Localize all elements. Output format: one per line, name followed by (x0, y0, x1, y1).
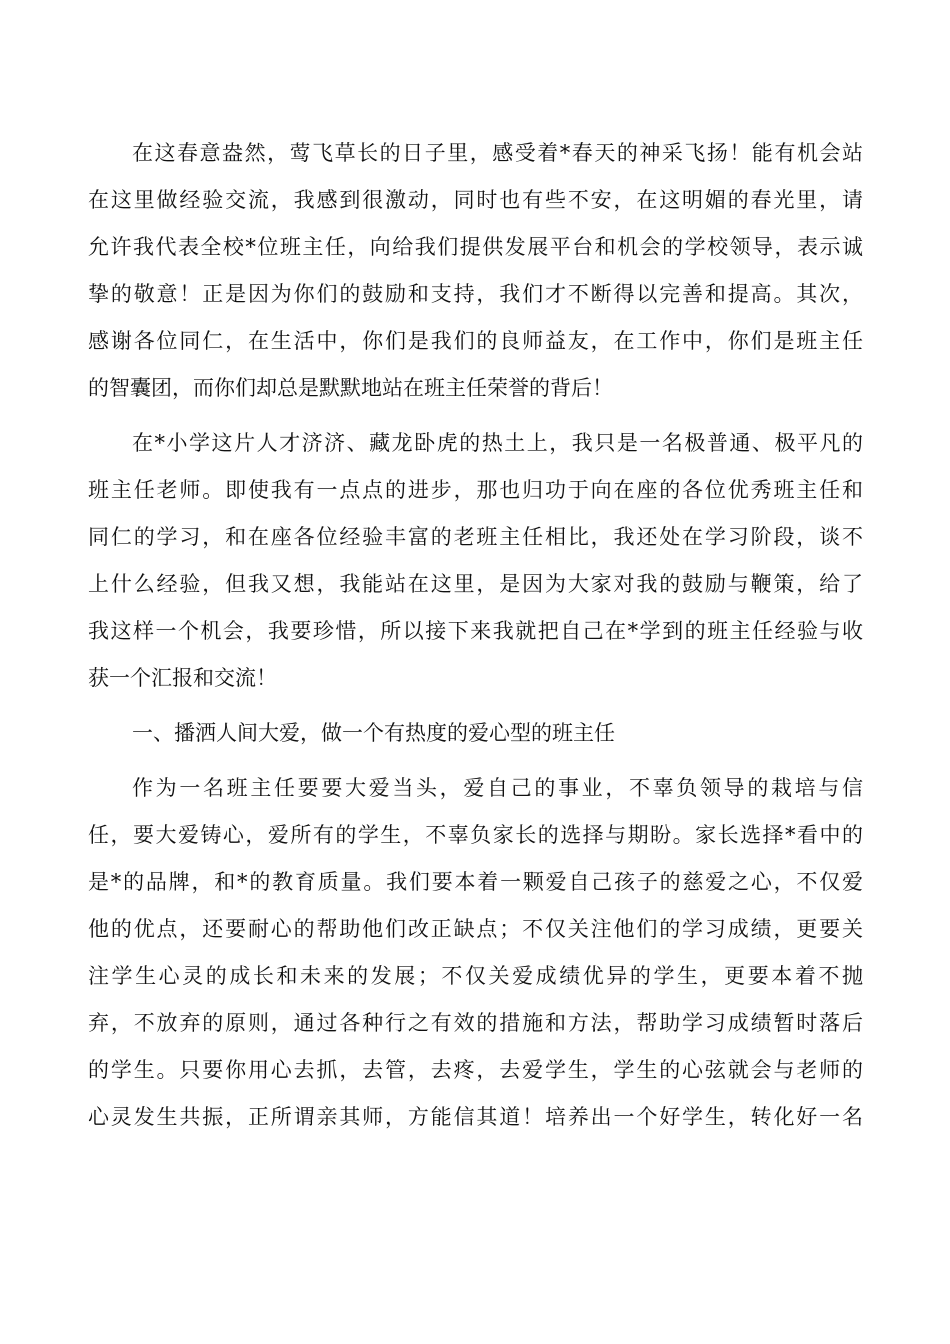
text-line: 在这里做经验交流，我感到很激动，同时也有些不安，在这明媚的春光里，请 (88, 188, 863, 212)
text-line: 心灵发生共振，正所谓亲其师，方能信其道！培养出一个好学生，转化好一名 (88, 1105, 863, 1129)
text-line: 任，要大爱铸心，爱所有的学生，不辜负家长的选择与期盼。家长选择*看中的 (88, 823, 863, 847)
text-line: 班主任老师。即使我有一点点的进步，那也归功于向在座的各位优秀班主任和 (88, 478, 863, 502)
text-line: 上什么经验，但我又想，我能站在这里，是因为大家对我的鼓励与鞭策，给了 (88, 572, 863, 596)
paragraph-1 (88, 130, 863, 412)
paragraph-3 (88, 765, 863, 1141)
text-line: 我这样一个机会，我要珍惜，所以接下来我就把自己在*学到的班主任经验与收 (88, 619, 863, 643)
paragraph-2 (88, 420, 863, 702)
text-line: 同仁的学习，和在座各位经验丰富的老班主任相比，我还处在学习阶段，谈不 (88, 525, 863, 549)
text-line: 弃，不放弃的原则，通过各种行之有效的措施和方法，帮助学习成绩暂时落后 (88, 1011, 863, 1035)
heading-line: 一、播洒人间大爱，做一个有热度的爱心型的班主任 (132, 721, 615, 745)
text-line: 的智囊团，而你们却总是默默地站在班主任荣誉的背后！ (88, 376, 613, 400)
text-line: 获一个汇报和交流！ (88, 666, 277, 690)
text-line: 感谢各位同仁，在生活中，你们是我们的良师益友，在工作中，你们是班主任 (88, 329, 863, 353)
text-line: 挚的敬意！正是因为你们的鼓励和支持，我们才不断得以完善和提高。其次， (88, 282, 863, 306)
section-heading (88, 710, 863, 757)
text-line: 在*小学这片人才济济、藏龙卧虎的热土上，我只是一名极普通、极平凡的 (132, 431, 863, 455)
document-body (88, 130, 863, 1141)
text-line: 在这春意盎然，莺飞草长的日子里，感受着*春天的神采飞扬！能有机会站 (132, 141, 863, 165)
text-line: 的学生。只要你用心去抓，去管，去疼，去爱学生，学生的心弦就会与老师的 (88, 1058, 863, 1082)
text-line: 允许我代表全校*位班主任，向给我们提供发展平台和机会的学校领导，表示诚 (88, 235, 863, 259)
text-line: 他的优点，还要耐心的帮助他们改正缺点；不仅关注他们的学习成绩，更要关 (88, 917, 863, 941)
text-line: 作为一名班主任要要大爱当头，爱自己的事业，不辜负领导的栽培与信 (132, 776, 863, 800)
text-line: 是*的品牌，和*的教育质量。我们要本着一颗爱自己孩子的慈爱之心，不仅爱 (88, 870, 863, 894)
text-line: 注学生心灵的成长和未来的发展；不仅关爱成绩优异的学生，更要本着不抛 (88, 964, 863, 988)
